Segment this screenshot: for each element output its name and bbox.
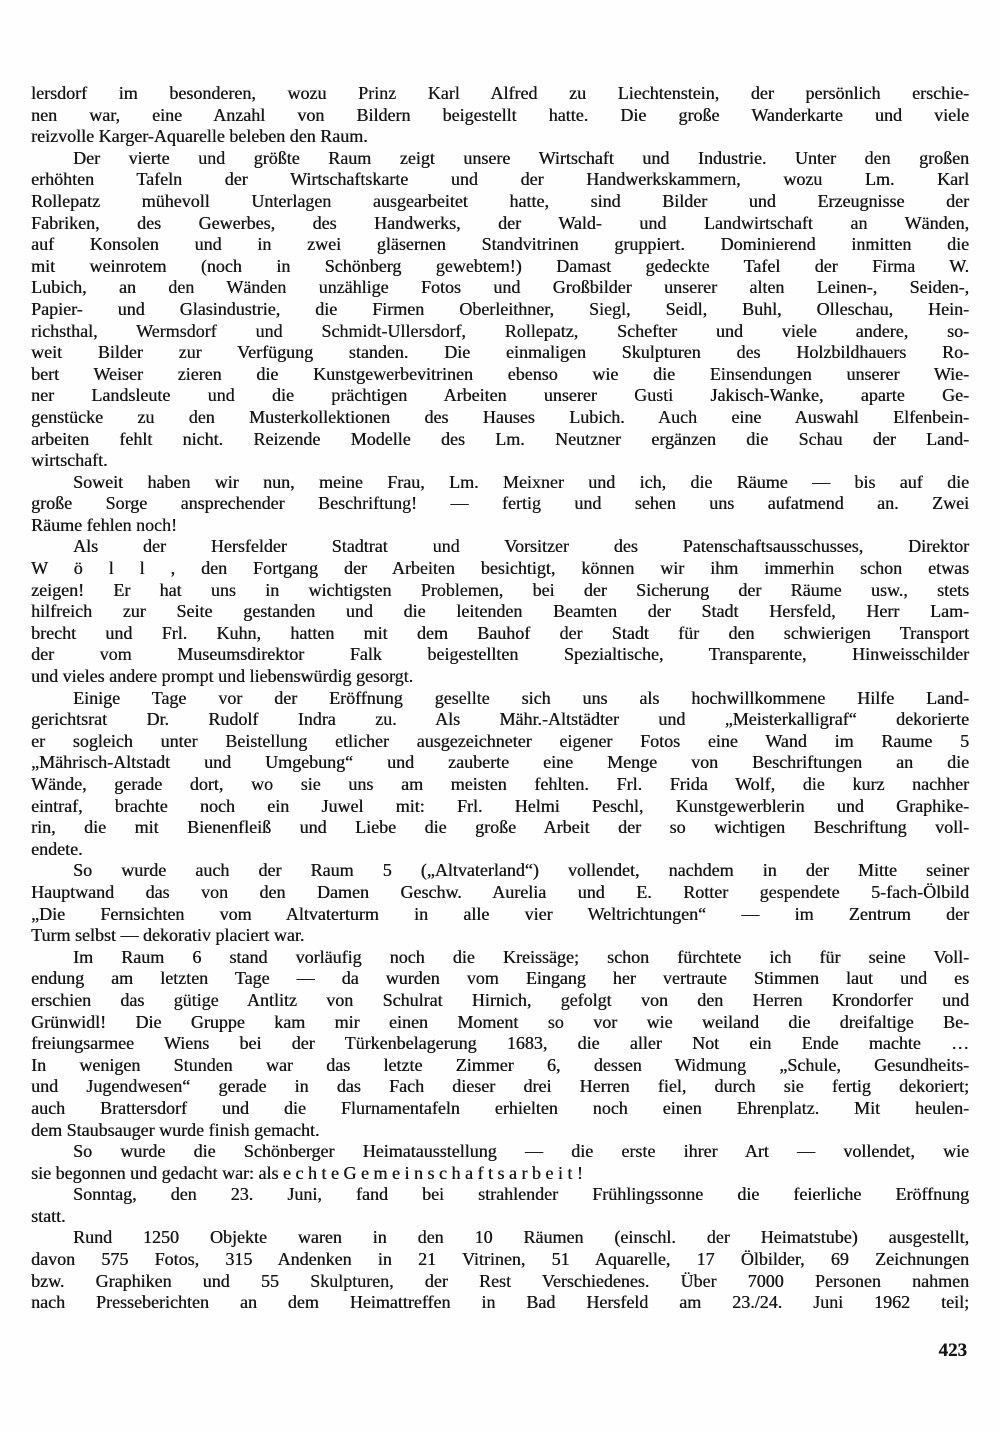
text-line: davon 575 Fotos, 315 Andenken in 21 Vitrinen, 51 Aquarelle, 17 Ölbilder, 69 Zeichnungen bbox=[31, 1249, 969, 1270]
text-line: große Sorge ansprechender Beschriftung! — fertig und sehen uns aufatmend an. Zwei bbox=[31, 493, 969, 514]
text-line: eintraf, brachte noch ein Juwel mit: Frl. Helmi Peschl, Kunstgewerblerin und Graphike- bbox=[31, 795, 969, 816]
paragraphs bbox=[31, 83, 969, 1314]
text-line: sie begonnen und gedacht war: als e c h t e G e m e i n s c h a f t s a r b e i t ! bbox=[31, 1162, 583, 1183]
text-line: Turm selbst — dekorativ placiert war. bbox=[31, 925, 305, 946]
text-line: Sonntag, den 23. Juni, fand bei strahlender Frühlingssonne die feierliche Eröffnung bbox=[73, 1184, 969, 1205]
text-line: wirtschaft. bbox=[31, 450, 108, 471]
text-line: bzw. Graphiken und 55 Skulpturen, der Rest Verschiedenes. Über 7000 Personen nahmen bbox=[31, 1270, 969, 1291]
paragraph bbox=[31, 536, 969, 687]
text-line: gerichtsrat Dr. Rudolf Indra zu. Als Mähr.-Altstädter und „Meisterkalligraf“ dekorierte bbox=[31, 709, 969, 730]
text-line: lersdorf im besonderen, wozu Prinz Karl Alfred zu Liechtenstein, der persönlich erschie- bbox=[31, 83, 969, 103]
page-number: 423 bbox=[938, 1340, 967, 1361]
text-line: dem Staubsauger wurde finish gemacht. bbox=[31, 1119, 320, 1140]
text-line: So wurde auch der Raum 5 („Altvaterland“) vollendet, nachdem in der Mitte seiner bbox=[73, 860, 969, 881]
paragraph bbox=[31, 688, 969, 861]
text-line: Hauptwand das von den Damen Geschw. Aurelia und E. Rotter gespendete 5-fach-Ölbild bbox=[31, 881, 969, 902]
text-line: Rund 1250 Objekte waren in den 10 Räumen (einschl. der Heimatstube) ausgestellt, bbox=[73, 1227, 969, 1248]
paragraph bbox=[31, 472, 969, 537]
text-line: Der vierte und größte Raum zeigt unsere Wirtschaft und Industrie. Unter den großen bbox=[73, 147, 969, 168]
text-line: Papier- und Glasindustrie, die Firmen Oberleithner, Siegl, Seidl, Buhl, Olleschau, Hein- bbox=[31, 298, 969, 319]
text-line: Soweit haben wir nun, meine Frau, Lm. Meixner und ich, die Räume — bis auf die bbox=[73, 471, 969, 492]
text-line: nach Presseberichten an dem Heimattreffen in Bad Hersfeld am 23./24. Juni 1962 teil; bbox=[31, 1292, 969, 1313]
text-line: und Jugendwesen“ gerade in das Fach dieser drei Herren fiel, durch sie fertig dekoriert; bbox=[31, 1076, 969, 1097]
paragraph bbox=[31, 947, 969, 1141]
text-line: Wände, gerade dort, wo sie uns am meisten fehlten. Frl. Frida Wolf, die kurz nachher bbox=[31, 774, 969, 794]
text-line: ner Landsleute und die prächtigen Arbeiten unserer Gusti Jakisch-Wanke, aparte Ge- bbox=[31, 385, 969, 406]
text-line: Einige Tage vor der Eröffnung gesellte sich uns als hochwillkommene Hilfe Land- bbox=[73, 687, 969, 708]
text-line: hilfreich zur Seite gestanden und die leitenden Beamten der Stadt Hersfeld, Herr Lam- bbox=[31, 601, 969, 622]
paragraph bbox=[31, 148, 969, 472]
text-line: Räume fehlen noch! bbox=[31, 514, 177, 535]
text-line: So wurde die Schönberger Heimatausstellung — die erste ihrer Art — vollendet, wie bbox=[73, 1141, 969, 1162]
text-line: genstücke zu den Musterkollektionen des Hauses Lubich. Auch eine Auswahl Elfenbein- bbox=[31, 406, 969, 427]
text-line: „Mährisch-Altstadt und Umgebung“ und zauberte eine Menge von Beschriftungen an die bbox=[31, 752, 969, 773]
text-line: mit weinrotem (noch in Schönberg gewebtem!) Damast gedeckte Tafel der Firma W. bbox=[31, 255, 969, 276]
text-line: erhöhten Tafeln der Wirtschaftskarte und der Handwerkskammern, wozu Lm. Karl bbox=[31, 169, 969, 190]
paragraph bbox=[31, 860, 969, 946]
text-line: Als der Hersfelder Stadtrat und Vorsitzer des Patenschaftsausschusses, Direktor bbox=[73, 536, 969, 557]
text-line: endete. bbox=[31, 838, 83, 859]
text-line: erschien das gütige Antlitz von Schulrat Hirnich, gefolgt von den Herren Krondorfer und bbox=[31, 989, 969, 1010]
paragraph bbox=[31, 1184, 969, 1227]
text-line: er sogleich unter Beistellung etlicher ausgezeichneter eigener Fotos eine Wand im Raume 5 bbox=[31, 730, 969, 751]
text-line: In wenigen Stunden war das letzte Zimmer 6, dessen Widmung „Schule, Gesundheits- bbox=[31, 1054, 969, 1075]
text-line: nen war, eine Anzahl von Bildern beigestellt hatte. Die große Wanderkarte und viele bbox=[31, 104, 969, 125]
paragraph bbox=[31, 1141, 969, 1184]
text-line: auf Konsolen und in zwei gläsernen Standvitrinen gruppiert. Dominierend inmitten die bbox=[31, 234, 969, 255]
text-line: zeigen! Er hat uns in wichtigsten Problemen, bei der Sicherung der Räume usw., stets bbox=[31, 579, 969, 600]
text-line: brecht und Frl. Kuhn, hatten mit dem Bauhof der Stadt für den schwierigen Transport bbox=[31, 622, 969, 643]
text-line: rin, die mit Bienenfleiß und Liebe die große Arbeit der so wichtigen Beschriftung voll- bbox=[31, 817, 969, 838]
text-line: auch Brattersdorf und die Flurnamentafeln erhielten noch einen Ehrenplatz. Mit heulen- bbox=[31, 1097, 969, 1118]
text-line: endung am letzten Tage — da wurden vom Eingang her vertraute Stimmen laut und es bbox=[31, 968, 969, 989]
text-line: und vieles andere prompt und liebenswürdig gesorgt. bbox=[31, 666, 414, 687]
text-line: weit Bilder zur Verfügung standen. Die einmaligen Skulpturen des Holzbildhauers Ro- bbox=[31, 342, 969, 363]
text-line: Im Raum 6 stand vorläufig noch die Kreissäge; schon fürchtete ich für seine Voll- bbox=[73, 946, 969, 967]
text-line: arbeiten fehlt nicht. Reizende Modelle des Lm. Neutzner ergänzen die Schau der Land- bbox=[31, 428, 969, 449]
text-line: reizvolle Karger-Aquarelle beleben den Raum. bbox=[31, 126, 368, 147]
text-line: bert Weiser zieren die Kunstgewerbevitrinen ebenso wie die Einsendungen unserer Wie- bbox=[31, 363, 969, 384]
text-line: Grünwidl! Die Gruppe kam mir einen Moment so vor wie weiland die dreifaltige Be- bbox=[31, 1011, 969, 1032]
paragraph bbox=[31, 83, 969, 148]
text-line: „Die Fernsichten vom Altvaterturm in alle vier Weltrichtungen“ — im Zentrum der bbox=[31, 903, 969, 924]
text-line: freiungsarmee Wiens bei der Türkenbelagerung 1683, die aller Not ein Ende machte … bbox=[31, 1033, 969, 1054]
text-line: statt. bbox=[31, 1205, 66, 1226]
text-line: Rollepatz mühevoll Unterlagen ausgearbeitet hatte, sind Bilder und Erzeugnisse der bbox=[31, 190, 969, 211]
text-line: Fabriken, des Gewerbes, des Handwerks, der Wald- und Landwirtschaft an Wänden, bbox=[31, 212, 969, 233]
paragraph bbox=[31, 1227, 969, 1313]
text-line: W ö l l , den Fortgang der Arbeiten besichtigt, können wir ihm immerhin schon etwas bbox=[31, 558, 969, 579]
text-line: richsthal, Wermsdorf und Schmidt-Ullersdorf, Rollepatz, Schefter und viele andere, so- bbox=[31, 320, 969, 341]
text-line: der vom Museumsdirektor Falk beigestellten Spezialtische, Transparente, Hinweisschilder bbox=[31, 644, 969, 665]
text-line: Lubich, an den Wänden unzählige Fotos und Großbilder unserer alten Leinen-, Seiden-, bbox=[31, 277, 969, 298]
